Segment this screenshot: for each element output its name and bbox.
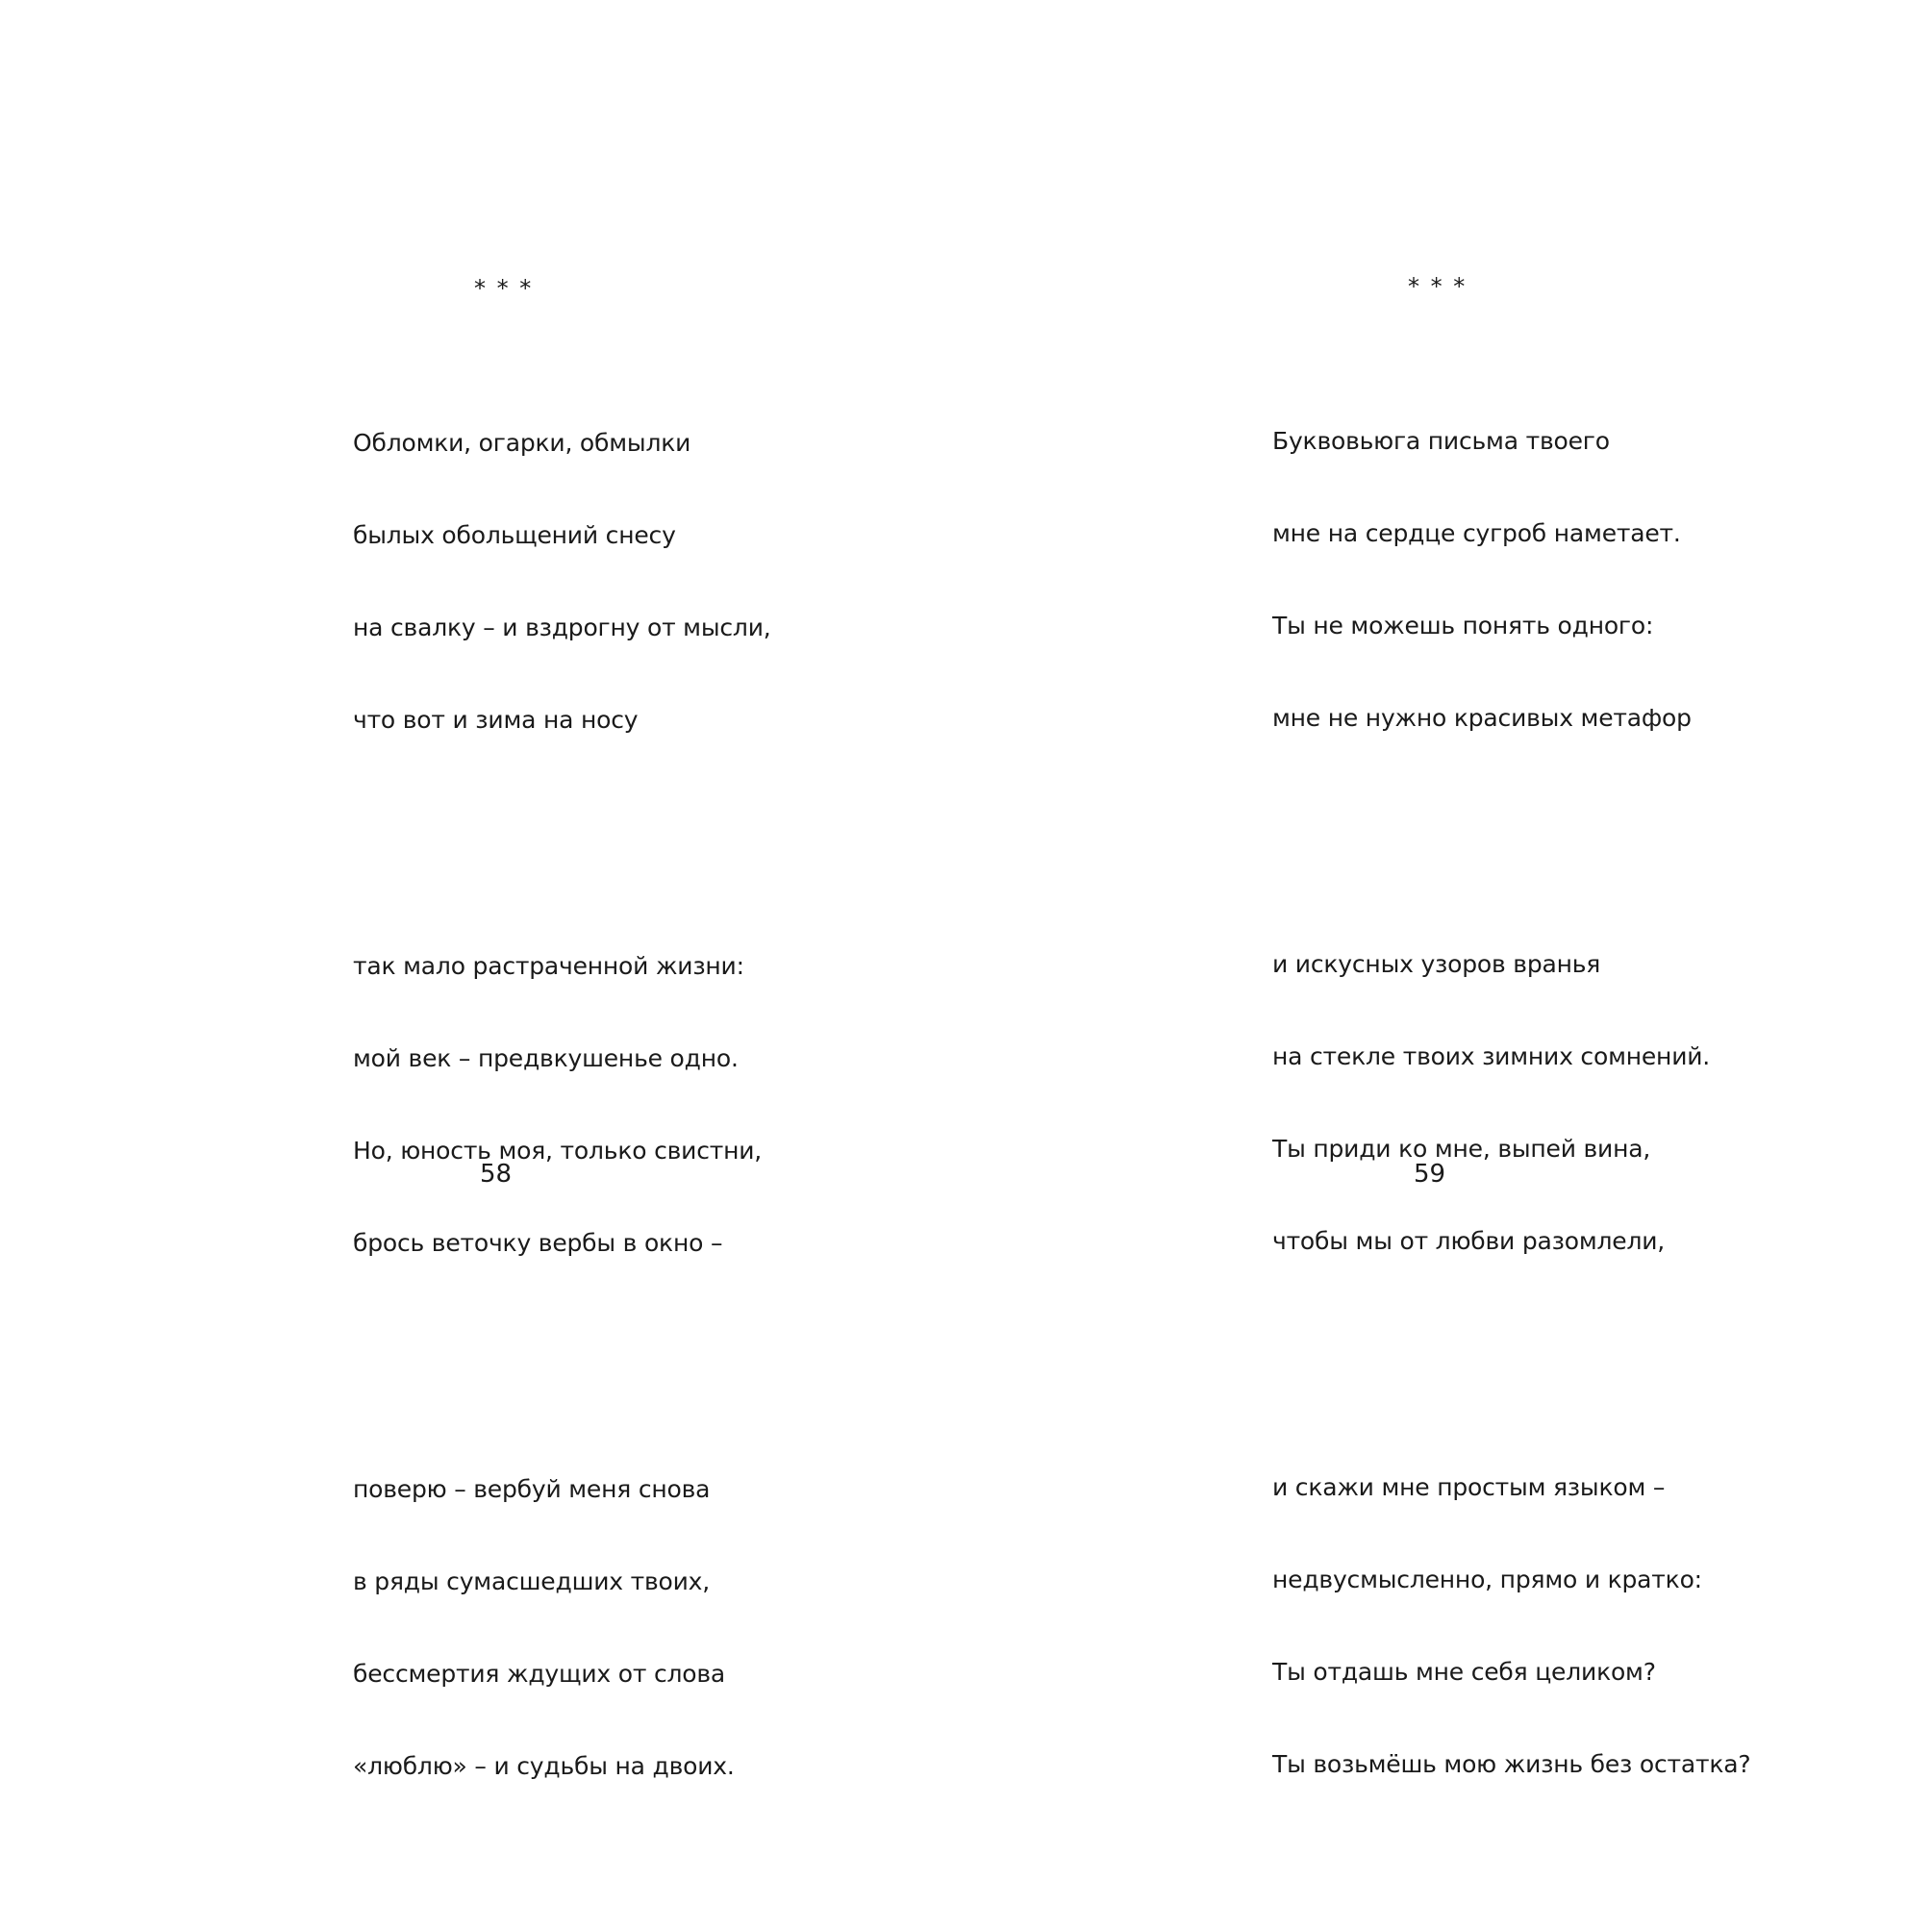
poem-line: «люблю» – и судьбы на двоих. (353, 1752, 735, 1780)
poem-line: брось веточку вербы в окно – (353, 1229, 723, 1257)
stanza (353, 890, 771, 1320)
poem-line: недвусмысленно, прямо и кратко: (1272, 1566, 1702, 1593)
poem-line: в ряды сумасшедших твоих, (353, 1567, 711, 1595)
poem-line: Ты возьмёшь мою жизнь без остатка? (1272, 1750, 1751, 1778)
stanza (1272, 888, 1750, 1318)
poem-line: и скажи мне простым языком – (1272, 1473, 1666, 1501)
stanza (1272, 364, 1750, 795)
poem-line: что вот и зима на носу (353, 706, 639, 734)
poem-line: Обломки, огарки, обмылки (353, 429, 691, 457)
poem-line: мне не нужно красивых метафор (1272, 704, 1692, 732)
left-page (0, 0, 966, 1780)
poem-line: бессмертия ждущих от слова (353, 1660, 726, 1688)
poem-line: Но, юность моя, только свистни, (353, 1137, 763, 1165)
page-number: 59 (1414, 1160, 1446, 1189)
poem-line: Ты отдашь мне себя целиком? (1272, 1658, 1656, 1686)
right-page (966, 0, 1932, 1778)
poem-line: на свалку – и вздрогну от мысли, (353, 614, 771, 641)
poem (1272, 303, 1750, 1903)
poem-line: поверю – вербуй меня снова (353, 1475, 711, 1503)
poem-line: Ты не можешь понять одного: (1272, 612, 1654, 639)
poem-line: Ты приди ко мне, выпей вина, (1272, 1135, 1651, 1163)
poem (353, 305, 771, 1905)
poem-line: Буквовьюга письма твоего (1272, 427, 1610, 455)
poem-line: и искусных узоров вранья (1272, 950, 1601, 978)
poem-line: мне на сердце сугроб наметает. (1272, 519, 1681, 547)
poem-line: на стекле твоих зимних сомнений. (1272, 1042, 1711, 1070)
poem-separator: * * * (1408, 273, 1468, 300)
poem-line: чтобы мы от любви разомлели, (1272, 1227, 1666, 1255)
stanza (1272, 1411, 1750, 1842)
poem-line: так мало растраченной жизни: (353, 952, 744, 980)
poem-line: былых обольщений снесу (353, 521, 676, 549)
poem-line: мой век – предвкушенье одно. (353, 1044, 739, 1072)
page-number: 58 (480, 1160, 513, 1189)
poem-separator: * * * (474, 275, 534, 302)
stanza (353, 366, 771, 797)
stanza (353, 1413, 771, 1843)
